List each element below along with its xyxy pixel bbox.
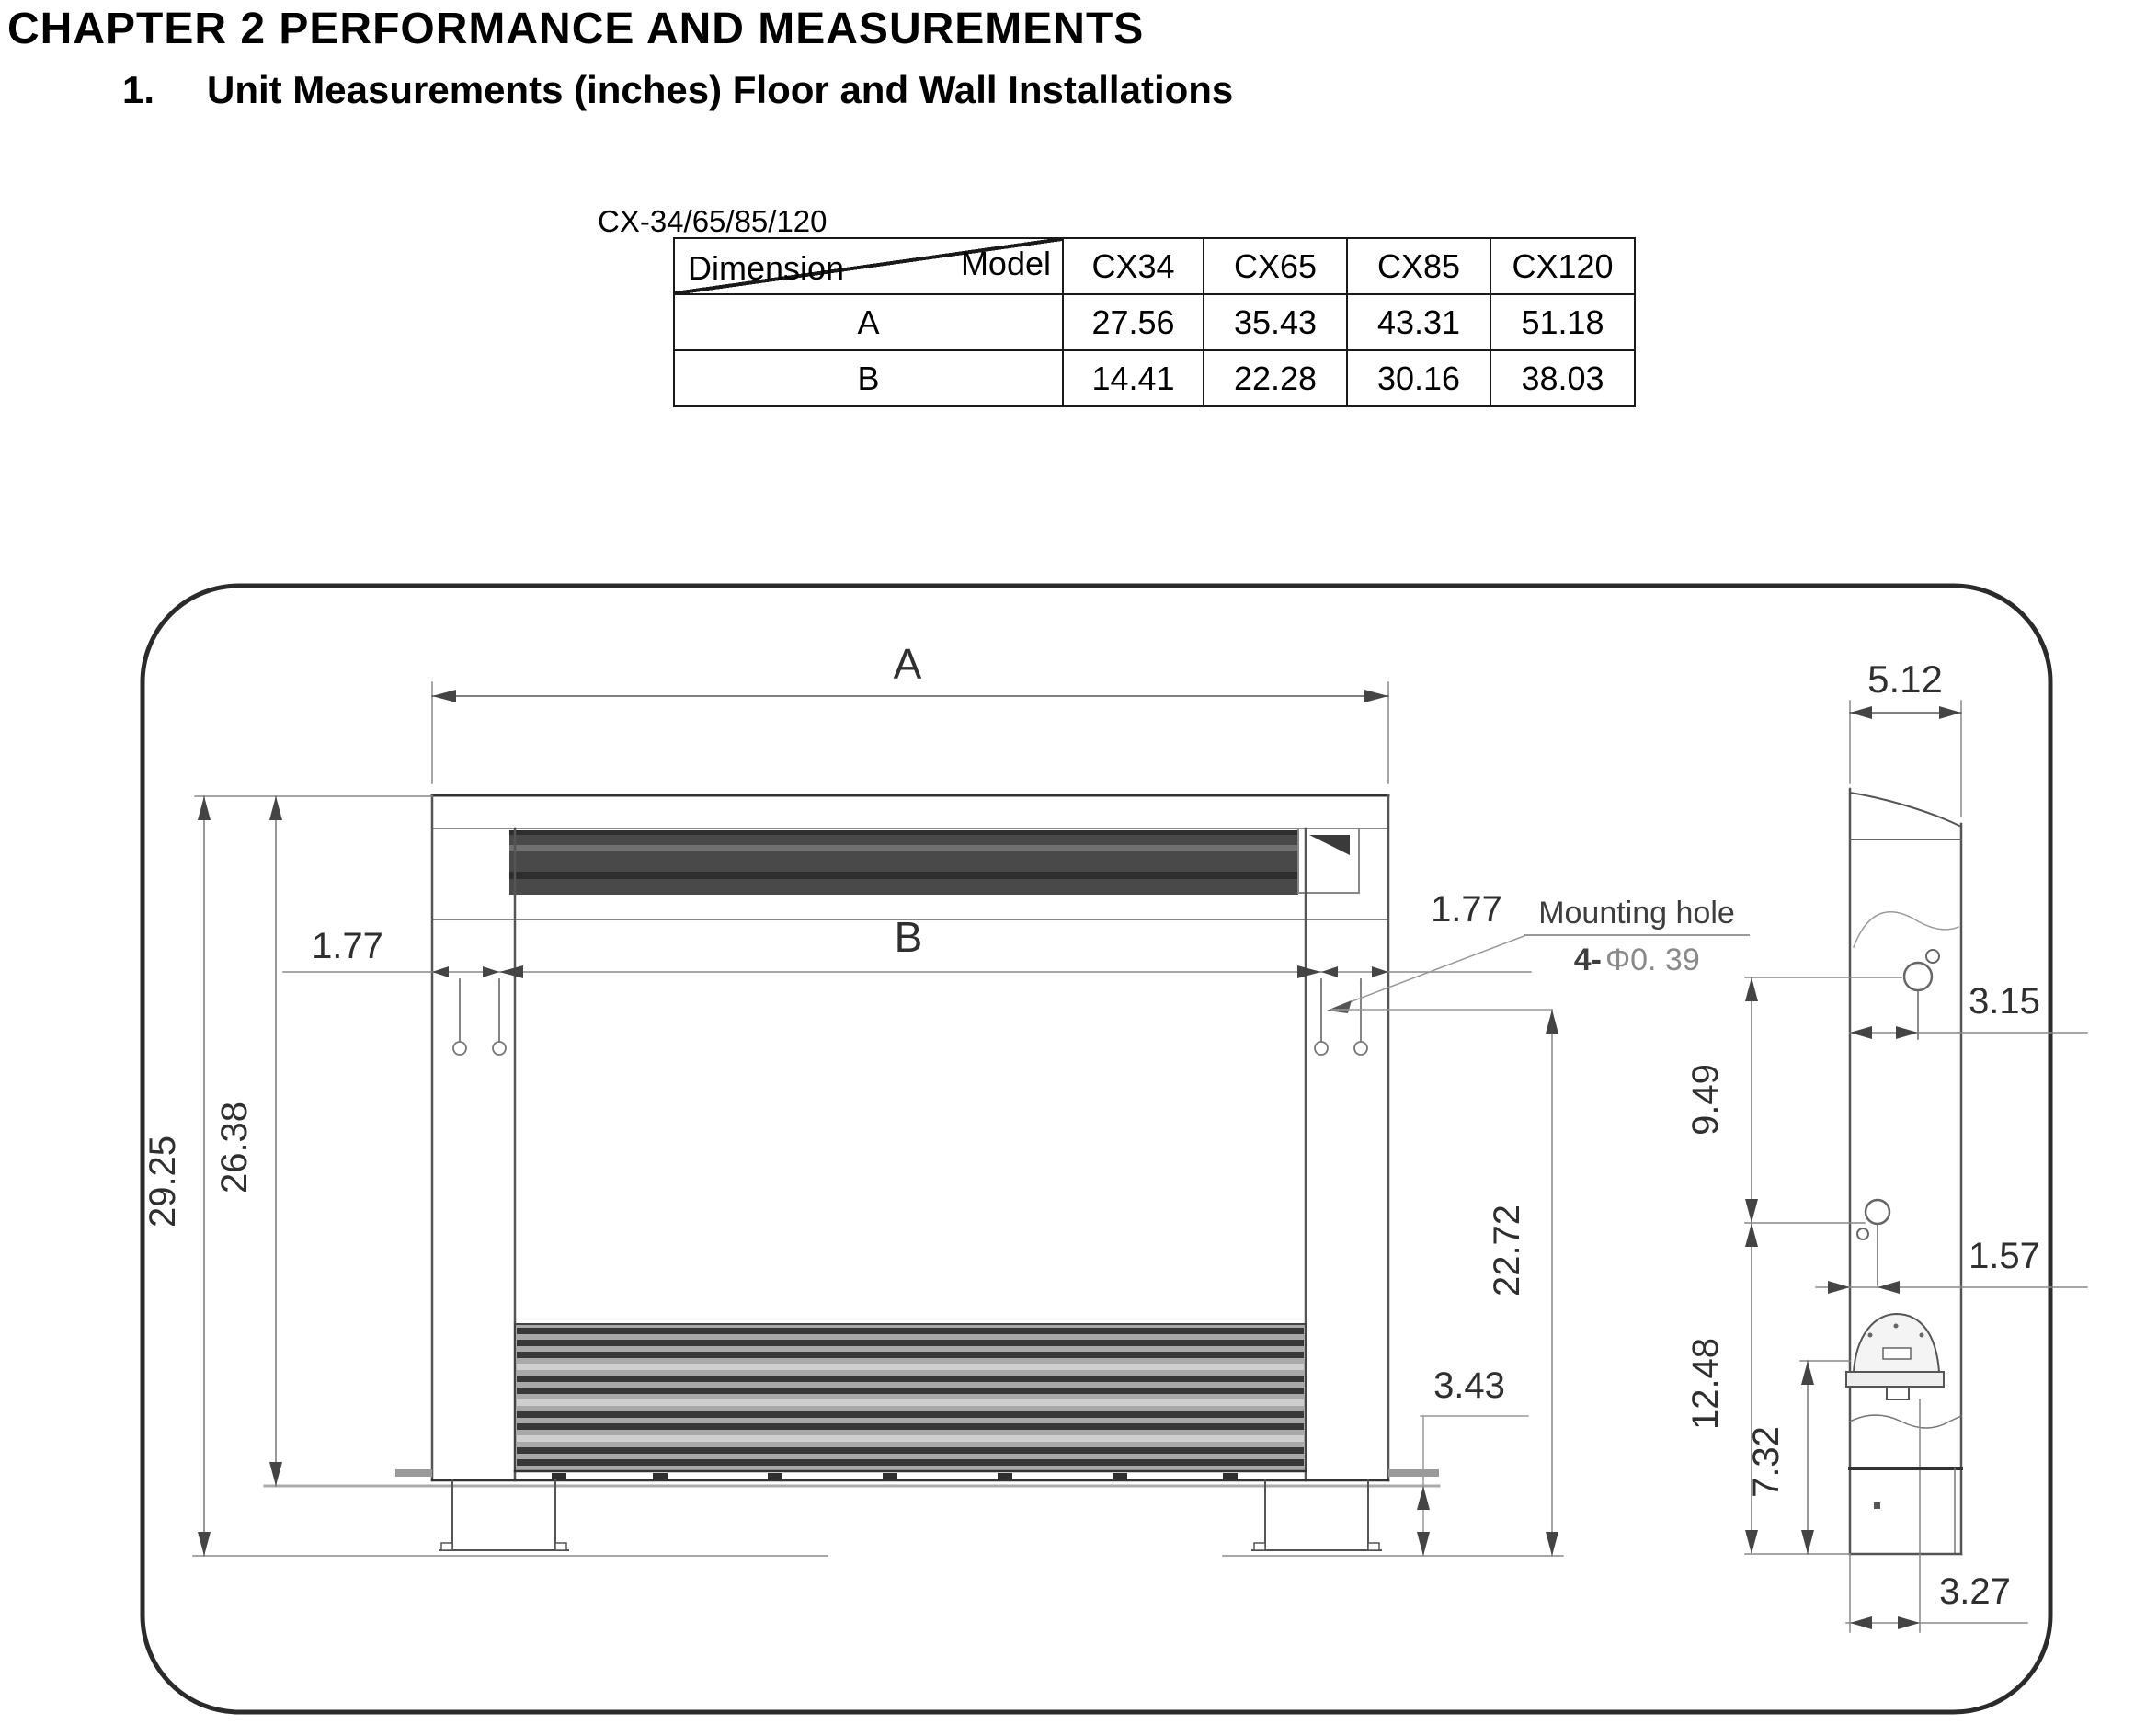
row-label: B [674, 350, 1063, 406]
svg-text:26.38: 26.38 [214, 1101, 255, 1194]
dim-height-body [214, 796, 282, 1486]
dim-drain-height [1746, 1361, 1850, 1554]
side-view [1685, 657, 2087, 1632]
svg-text:9.49: 9.49 [1685, 1064, 1726, 1136]
side-drain-trap [1846, 1314, 1944, 1399]
dim-lower-hole-offset [1816, 1236, 2087, 1294]
side-top-pipe-hole [1904, 950, 1939, 1039]
cell: 38.03 [1490, 350, 1635, 406]
dim-width-a [432, 640, 1388, 783]
mounting-hole-spec-prefix: 4- [1573, 942, 1602, 977]
top-outlet-bar [509, 830, 1298, 895]
col-header: CX120 [1490, 238, 1635, 294]
svg-text:5.12: 5.12 [1867, 657, 1943, 701]
dim-b-label: B [894, 913, 923, 961]
page-title: CHAPTER 2 PERFORMANCE AND MEASUREMENTS [7, 5, 1145, 53]
dim-lower-hole-to-floor [1685, 1223, 1850, 1554]
svg-text:1.57: 1.57 [1969, 1236, 2040, 1276]
header-dimension: Dimension [688, 249, 845, 287]
col-header: CX85 [1347, 238, 1490, 294]
cell: 35.43 [1204, 294, 1347, 350]
cell: 27.56 [1063, 294, 1204, 350]
side-lower-pipe-hole [1857, 1200, 1889, 1285]
dim-a-label: A [893, 640, 922, 688]
dim-foot-height [1417, 1365, 1528, 1556]
mounting-hole-callout [1327, 896, 1749, 1013]
svg-text:3.15: 3.15 [1969, 981, 2040, 1022]
front-grille [265, 1324, 1439, 1486]
svg-text:29.25: 29.25 [143, 1135, 183, 1228]
col-header: CX34 [1063, 238, 1204, 294]
diagram-border [143, 586, 2050, 1712]
dim-width-b [283, 913, 1531, 978]
row-label: A [674, 294, 1063, 350]
cell: 51.18 [1490, 294, 1635, 350]
dim-right-offset [1321, 889, 1502, 977]
dim-hole-to-floor [1487, 1010, 1558, 1556]
svg-text:3.27: 3.27 [1939, 1571, 2011, 1612]
svg-text:1.77: 1.77 [1431, 889, 1502, 930]
dim-left-offset [312, 926, 499, 977]
svg-text:1.77: 1.77 [312, 926, 383, 966]
dim-base-depth [1846, 1554, 2027, 1632]
section-title: Unit Measurements (inches) Floor and Wall Installations [207, 68, 1234, 111]
header-model: Model [960, 245, 1051, 282]
dim-hole-spacing [1685, 977, 1901, 1223]
front-mounting-holes [453, 979, 1367, 1055]
front-view [143, 640, 1749, 1556]
dim-depth [1850, 657, 1961, 817]
svg-text:3.43: 3.43 [1433, 1365, 1505, 1406]
svg-text:12.48: 12.48 [1685, 1337, 1726, 1431]
mounting-hole-label: Mounting hole [1538, 896, 1735, 931]
dim-height-total [143, 796, 432, 1556]
section-number: 1. [122, 68, 155, 111]
cell: 14.41 [1063, 350, 1204, 406]
col-header: CX65 [1204, 238, 1347, 294]
front-feet [193, 1480, 1563, 1556]
svg-text:22.72: 22.72 [1487, 1204, 1527, 1297]
svg-text:7.32: 7.32 [1746, 1426, 1786, 1498]
cell: 22.28 [1204, 350, 1347, 406]
table-caption: CX-34/65/85/120 [598, 204, 828, 238]
cell: 43.31 [1347, 294, 1490, 350]
cell: 30.16 [1347, 350, 1490, 406]
side-body [1850, 789, 1961, 1554]
mounting-hole-spec-value: Φ0. 39 [1605, 942, 1700, 977]
